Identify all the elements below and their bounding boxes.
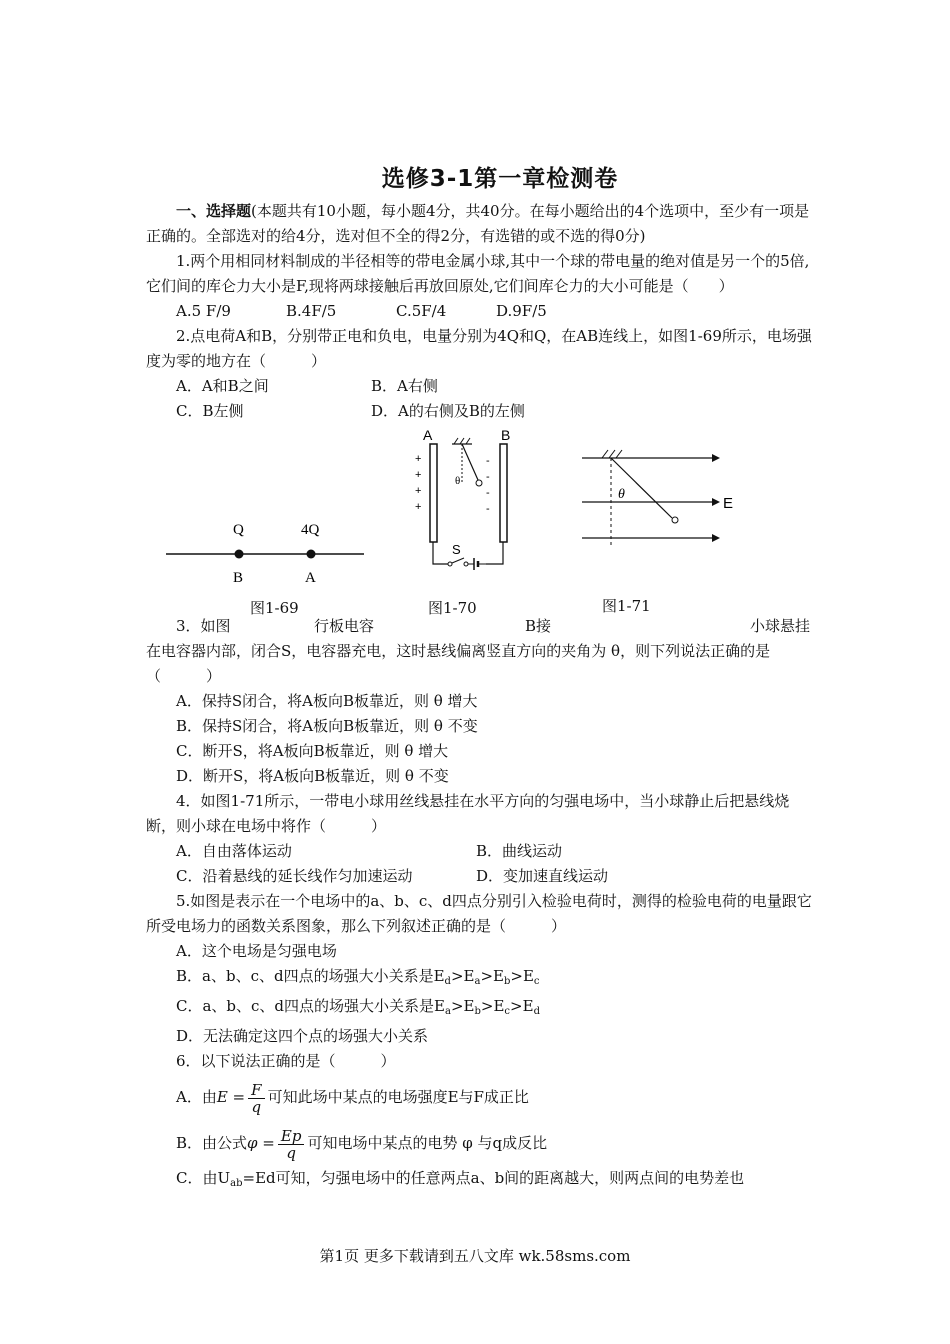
- caption-1-71: 图1-71: [602, 597, 651, 615]
- theta-label: θ: [618, 487, 625, 502]
- wire-right: [486, 542, 503, 564]
- q4-option-a: A．自由落体运动: [176, 842, 292, 860]
- ball: [672, 517, 678, 523]
- figures-row: [146, 424, 816, 617]
- q6-option-a: A．由E = $\frac{F}{q}$ 可知此场中某点的电场强度E与F成正比: [176, 1080, 529, 1116]
- q4-option-d: D．变加速直线运动: [476, 867, 609, 885]
- caption-1-70: 图1-70: [428, 599, 477, 617]
- q4-option-c: C．沿着悬线的延长线作匀加速运动: [176, 867, 413, 885]
- section-intro-text: (本题共有10小题，每小题4分，共40分。在每小题给出的4个选项中，至少有一项是正确的。全部选对的给4分，选对但不全的得2分，有选错的或不选的得0分): [146, 202, 810, 245]
- ball: [476, 480, 482, 486]
- document-body: [146, 199, 816, 1196]
- question-3-line2: 在电容器内部，闭合S，电容器充电，这时悬线偏离竖直方向的夹角为 θ，则下列说法正确的是（ ）: [146, 642, 771, 685]
- q6-b-fraction: $\frac{Ep}{q}$: [278, 1128, 305, 1161]
- thread: [462, 444, 478, 480]
- switch-label: S: [452, 542, 461, 557]
- q6-b-lhs: φ =: [247, 1134, 275, 1152]
- q2-option-a: A．A和B之间: [176, 377, 269, 395]
- q5-option-b-prefix: B．a、b、c、d四点的场强大小关系是: [176, 967, 434, 985]
- question-1-options: [146, 299, 816, 324]
- svg-text:+: +: [415, 501, 422, 513]
- q5-option-b: [146, 964, 816, 994]
- theta-label: θ: [455, 475, 461, 487]
- question-3-line1: [146, 614, 816, 639]
- svg-text:+: +: [415, 485, 422, 497]
- q2-option-d: D．A的右侧及B的左侧: [371, 402, 525, 420]
- q3-line1-mid: 行板电容: [314, 617, 375, 635]
- figure-1-70: [396, 422, 536, 572]
- q6-option-c: C．由$U_{ab}=Ed$可知，匀强电场中的任意两点a、b间的距离越大，则两点间的电势差也: [176, 1169, 745, 1189]
- plate-a: [430, 444, 437, 542]
- plate-b: [500, 444, 507, 542]
- question-2-options-row1: [146, 374, 816, 399]
- q6-option-b: B．由公式φ = $\frac{Ep}{q}$ 可知电场中某点的电势 φ 与q成反比: [176, 1126, 548, 1162]
- svg-text:+: +: [415, 469, 422, 481]
- q3-line1-end: 小球悬挂: [750, 617, 811, 635]
- q2-option-b: B．A右侧: [371, 377, 438, 395]
- q6-a-fraction: $\frac{F}{q}$: [248, 1082, 264, 1115]
- question-4: 4．如图1-71所示，一带电小球用丝线悬挂在水平方向的匀强电场中，当小球静止后把悬线烧断，则小球在电场中将作（ ）: [146, 792, 790, 835]
- q5-option-a: A．这个电场是匀强电场: [176, 942, 337, 960]
- svg-text:-: -: [486, 487, 490, 499]
- q3-option-b: B．保持S闭合，将A板向B板靠近，则 θ 不变: [176, 717, 478, 735]
- q1-option-b: B.4F/5: [286, 302, 337, 320]
- figure-1-69: [164, 472, 374, 592]
- plate-b-label: B: [501, 427, 511, 443]
- q3-option-d: D．断开S，将A板向B板靠近，则 θ 不变: [176, 767, 449, 785]
- label-a: A: [305, 570, 316, 586]
- field-label-e: E: [723, 495, 734, 512]
- q5-option-c: [146, 994, 816, 1024]
- q5-option-b-relation: $E_d>E_a>E_b>E_c$: [433, 967, 540, 987]
- q4-option-b: B．曲线运动: [476, 842, 563, 860]
- charge-a-dot: [307, 550, 316, 559]
- q1-option-a: A.5 F/9: [176, 302, 231, 320]
- question-5: 5.如图是表示在一个电场中的a、b、c、d四点分别引入检验电荷时，测得的检验电荷的电量跟它所受电场力的函数关系图象，那么下列叙述正确的是（ ）: [146, 892, 812, 935]
- q3-option-a: A．保持S闭合，将A板向B板靠近，则 θ 增大: [176, 692, 478, 710]
- section-intro: [146, 199, 816, 249]
- switch: [452, 558, 464, 563]
- question-1: 1.两个用相同材料制成的半径相等的带电金属小球,其中一个球的带电量的绝对值是另一个的5倍,它们间的库仑力大小是F,现将两球接触后再放回原处,它们间库仑力的大小可能是（ ）: [146, 252, 810, 295]
- question-2: 2.点电荷A和B，分别带正电和负电，电量分别为4Q和Q，在AB连线上，如图1-69所示，电场强度为零的地方在（ ）: [146, 327, 812, 370]
- q2-option-c: C．B左侧: [176, 402, 244, 420]
- q3-line1-start: 3．如图: [176, 617, 231, 635]
- q1-option-d: D.9F/5: [496, 302, 547, 320]
- question-4-options-row2: [146, 864, 816, 889]
- question-2-options-row2: [146, 399, 816, 424]
- q1-option-c: C.5F/4: [396, 302, 447, 320]
- label-q: Q: [233, 522, 244, 538]
- q5-option-c-relation: $E_a>E_b>E_c>E_d$: [434, 997, 540, 1017]
- page-title: 选修3-1第一章检测卷: [381, 166, 619, 192]
- svg-text:+: +: [415, 453, 422, 465]
- svg-text:-: -: [486, 471, 490, 483]
- section-heading: 一、选择题: [176, 202, 252, 220]
- wire-left: [433, 542, 448, 564]
- q3-option-c: C．断开S，将A板向B板靠近，则 θ 增大: [176, 742, 449, 760]
- svg-text:-: -: [486, 503, 490, 515]
- label-b: B: [233, 570, 244, 586]
- caption-1-69: 图1-69: [250, 599, 299, 617]
- q3-line1-mid2: B接: [525, 617, 552, 635]
- label-4q: 4Q: [301, 522, 320, 538]
- question-6: 6．以下说法正确的是（ ）: [176, 1052, 396, 1070]
- charge-b-dot: [235, 550, 244, 559]
- page-footer: 第1页 更多下载请到五八文库 wk.58sms.com: [319, 1247, 631, 1265]
- q6-a-lhs: E =: [216, 1088, 246, 1106]
- q5-option-c-prefix: C．a、b、c、d四点的场强大小关系是: [176, 997, 435, 1015]
- question-4-options-row1: [146, 839, 816, 864]
- svg-text:-: -: [486, 455, 490, 467]
- q5-option-d: D．无法确定这四个点的场强大小关系: [176, 1027, 429, 1045]
- plate-a-label: A: [423, 427, 433, 443]
- figure-1-71: [574, 424, 734, 564]
